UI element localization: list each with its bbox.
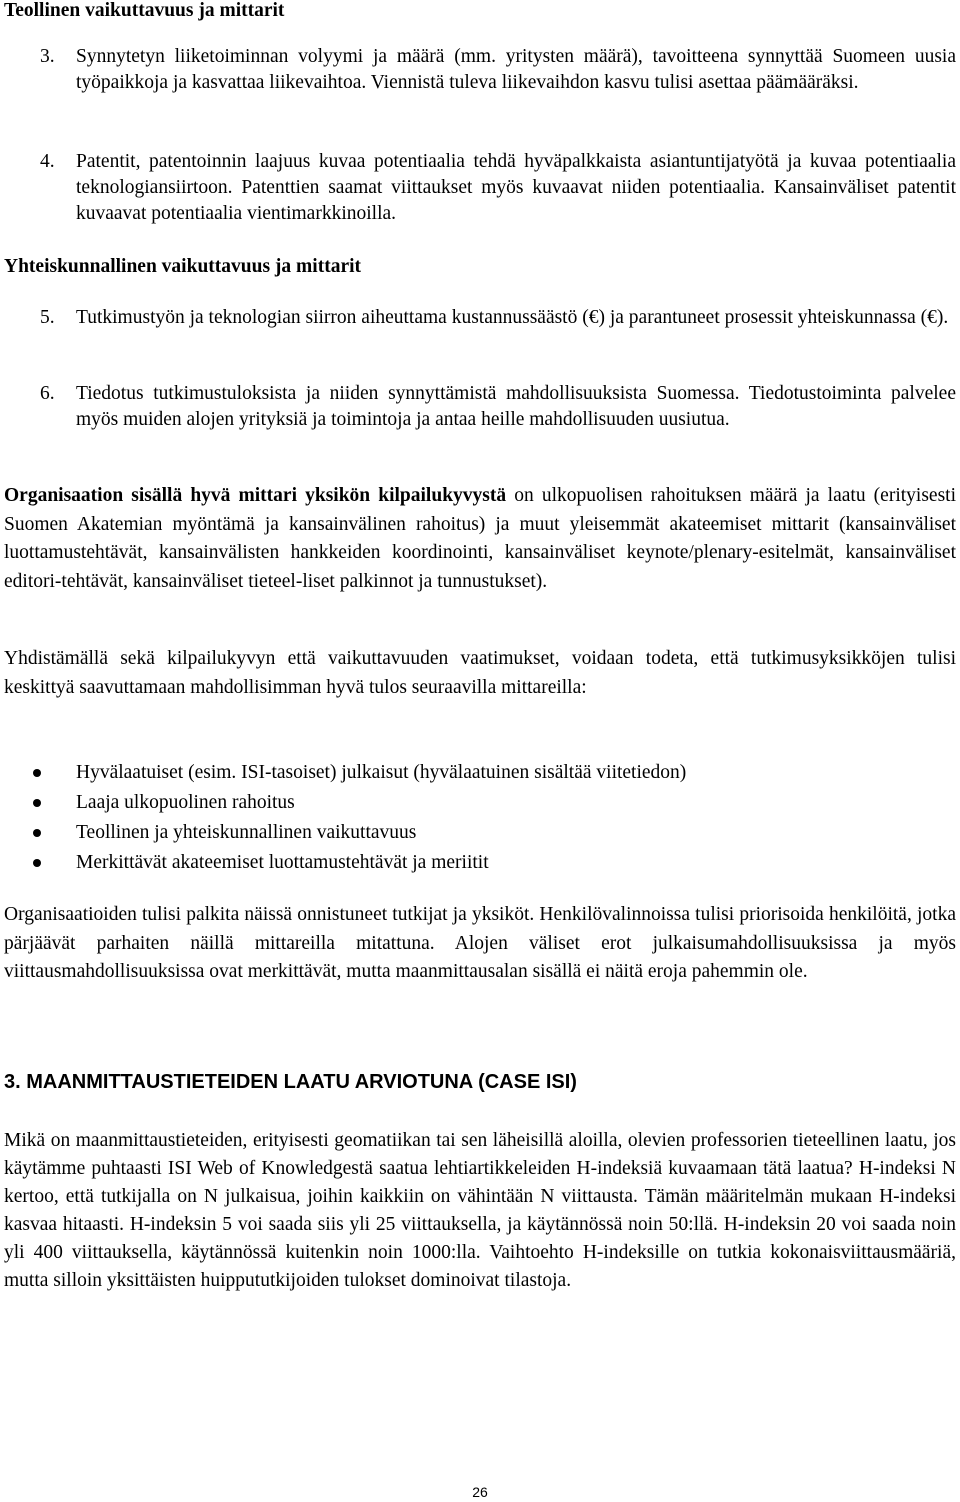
list-item-text: Synnytetyn liiketoiminnan volyymi ja määrä (mm. yritysten määrä), tavoitteena synnyttää Suomeen uusia työpaikkoja ja kasvattaa liikevaihtoa. Viennistä tuleva liikevaihdon kasvu tulisi asettaa päämääräksi.	[76, 46, 956, 93]
bullet-icon	[33, 769, 41, 777]
paragraph-competitiveness	[4, 482, 956, 596]
paragraph-reward-researchers: Organisaatioiden tulisi palkita näissä onnistuneet tutkijat ja yksiköt. Henkilövalinnoissa tulisi priorisoida henkilöitä, jotka pärjäävät parhaiten näillä mittareilla mitattuna. Alojen väliset erot julkaisumahdollisuuksissa ja myös viittausmahdollisuuksissa ovat merkittävät, mutta maanmittausalan sisällä ei näitä eroja pahemmin ole.	[4, 904, 956, 982]
paragraph-combined-requirements: Yhdistämällä sekä kilpailukyvyn että vaikuttavuuden vaatimukset, voidaan todeta, että tutkimusyksikköjen tulisi keskittyä saavuttamaan mahdollisimman hyvä tulos seuraavilla mittareilla:	[4, 648, 956, 698]
page-number: 26	[472, 1484, 488, 1500]
list-item-4	[40, 149, 956, 227]
bullet-icon	[33, 859, 41, 867]
list-item: Hyvälaatuiset (esim. ISI-tasoiset) julkaisut (hyvälaatuinen sisältää viitetiedon)	[30, 758, 686, 788]
list-number: 4.	[40, 151, 55, 172]
list-item-text: Patentit, patentoinnin laajuus kuvaa potentiaalia tehdä hyväpalkkaista asiantuntijatyötä ja kuvaa potentiaalia teknologiansiirtoon. Patenttien saamat viittaukset myös kuvaavat niiden potentiaalia. Kansainväliset patentit kuvaavat potentiaalia vientimarkkinoilla.	[76, 151, 956, 224]
bullet-icon	[33, 799, 41, 807]
paragraph-h-index: Mikä on maanmittaustieteiden, erityisesti geomatiikan tai sen läheisillä aloilla, olevien professorien tieteellinen laatu, jos käytämme puhtaasti ISI Web of Knowledgestä saatua lehtiartikkeleiden H-indeksiä kuvaamaan tätä laatua? H-indeksi N kertoo, että tutkijalla on N julkaisua, joihin kaikkiin on vähintään N viittausta. Tämän määritelmän mukaan H-indeksi kasvaa hitaasti. H-indeksin 5 voi saada siis yli 25 viittauksella, ja käytännössä noin 50:llä. H-indeksin 20 voi saada noin yli 400 viittauksella, käytännössä kuitenkin noin 1000:lla. Vaihtoehto H-indeksille on tutkia kokonaisviittausmääriä, mutta silloin yksittäisten huippututkijoiden tulokset dominoivat tilastoja.	[4, 1130, 956, 1291]
list-item-3	[40, 44, 956, 96]
list-item: Teollinen ja yhteiskunnallinen vaikuttavuus	[30, 818, 686, 848]
list-item-text: Tiedotus tutkimustuloksista ja niiden synnyttämistä mahdollisuuksista Suomessa. Tiedotustoiminta palvelee myös muiden alojen yrityksiä ja toimintoja ja antaa heille mahdollisuuden uusiutua.	[76, 383, 956, 430]
list-number: 3.	[40, 46, 55, 67]
heading-societal-impact: Yhteiskunnallinen vaikuttavuus ja mittarit	[4, 256, 362, 277]
list-item: Merkittävät akateemiset luottamustehtävät ja meriitit	[30, 848, 686, 878]
paragraph-rest: on ulkopuolisen rahoituksen määrä ja laatu (erityisesti Suomen Akatemian myöntämä ja kansainvälinen rahoitus) ja muut yleisemmät akateemiset mittarit (kansainväliset luottamustehtävät, kansainvälisten hankkeiden koordinointi, kansainväliset keynote/plenary-esitelmät, kansainväliset editori-tehtävät, kansainväliset tieteel-liset palkinnot ja tunnustukset).	[4, 485, 956, 592]
bullet-list	[30, 758, 686, 878]
section-title: 3. MAANMITTAUSTIETEIDEN LAATU ARVIOTUNA (CASE ISI)	[4, 1071, 577, 1093]
list-item-6	[40, 381, 956, 433]
list-item: Laaja ulkopuolinen rahoitus	[30, 788, 686, 818]
list-item-5	[40, 305, 956, 331]
bullet-icon	[33, 829, 41, 837]
paragraph-bold-lead: Organisaation sisällä hyvä mittari yksikön kilpailukyvystä	[4, 485, 507, 506]
list-number: 6.	[40, 383, 55, 404]
list-item-text: Tutkimustyön ja teknologian siirron aiheuttama kustannussäästö (€) ja parantuneet prosessit yhteiskunnassa (€).	[76, 307, 949, 328]
list-number: 5.	[40, 307, 55, 328]
heading-industrial-impact: Teollinen vaikuttavuus ja mittarit	[4, 0, 285, 21]
